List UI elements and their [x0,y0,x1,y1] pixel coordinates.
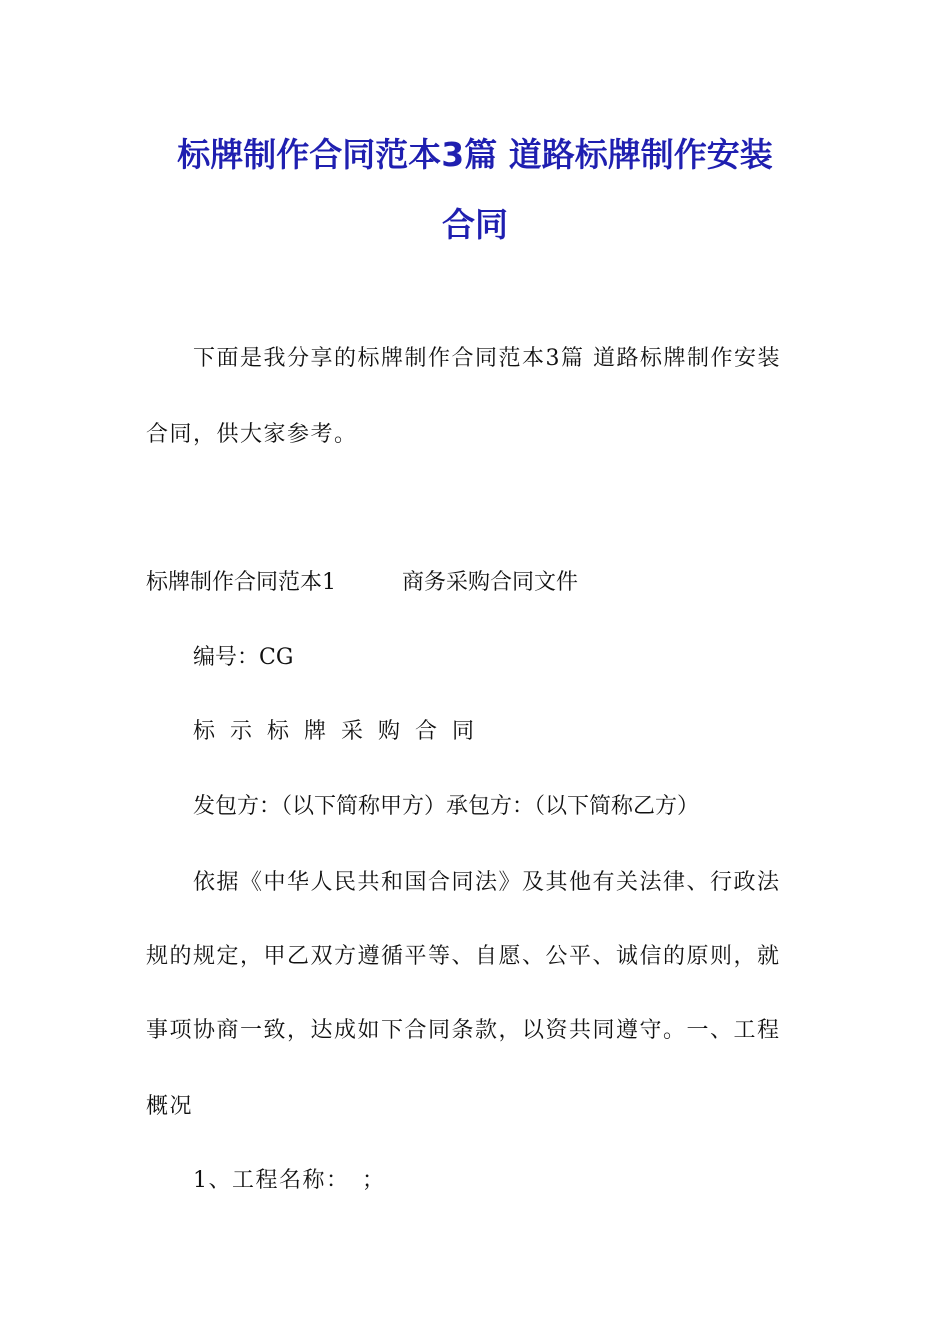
intro-paragraph-line-2: 合同，供大家参考。 [146,422,358,447]
contract-name: 标示标牌采购合同 [193,719,490,744]
parties-line: 发包方：（以下简称甲方）承包方：（以下简称乙方） [193,794,700,819]
basis-paragraph-line-1: 依据《中华人民共和国合同法》及其他有关法律、行政法 [193,870,781,895]
intro-paragraph-line-1: 下面是我分享的标牌制作合同范本3篇 道路标牌制作安装 [193,346,781,371]
basis-paragraph-line-2: 规的规定，甲乙双方遵循平等、自愿、公平、诚信的原则，就 [146,944,781,969]
basis-paragraph-line-4: 概况 [146,1094,194,1119]
project-item-1: 1、工程名称： ； [193,1168,386,1193]
document-title-line-1: 标牌制作合同范本3篇 道路标牌制作安装 [177,135,773,174]
section-heading: 标牌制作合同范本1 商务采购合同文件 [146,570,578,595]
contract-number: 编号：CG [193,645,294,670]
document-title-line-2: 合同 [442,205,508,244]
basis-paragraph-line-3: 事项协商一致，达成如下合同条款，以资共同遵守。一、工程 [146,1018,781,1043]
